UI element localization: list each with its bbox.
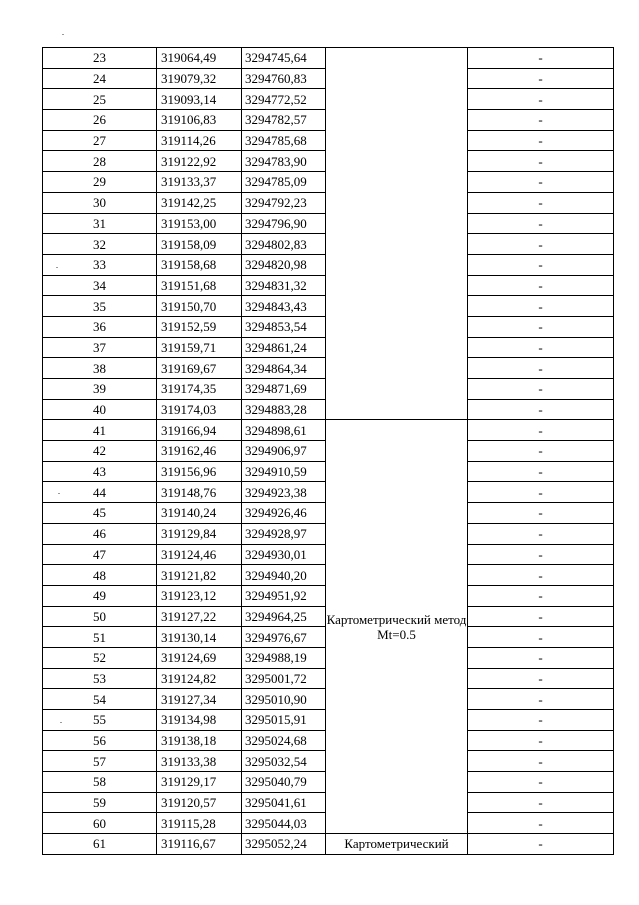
y-coordinate-cell: 3294926,46 — [242, 503, 326, 524]
y-coordinate-cell: 3294976,67 — [242, 627, 326, 648]
x-coordinate-cell: 319148,76 — [157, 482, 242, 503]
y-coordinate-cell: 3295052,24 — [242, 834, 326, 855]
point-number-cell: 32 — [43, 234, 157, 255]
point-number-cell: 41 — [43, 420, 157, 441]
point-number-cell: 45 — [43, 503, 157, 524]
point-number-cell: 48 — [43, 565, 157, 586]
x-coordinate-cell: 319114,26 — [157, 130, 242, 151]
point-number-cell: 33 — [43, 254, 157, 275]
point-number-cell: 46 — [43, 523, 157, 544]
accuracy-cell: - — [468, 358, 614, 379]
accuracy-cell: - — [468, 792, 614, 813]
accuracy-cell: - — [468, 565, 614, 586]
point-number-cell: 51 — [43, 627, 157, 648]
x-coordinate-cell: 319169,67 — [157, 358, 242, 379]
x-coordinate-cell: 319142,25 — [157, 192, 242, 213]
y-coordinate-cell: 3294951,92 — [242, 585, 326, 606]
y-coordinate-cell: 3294864,34 — [242, 358, 326, 379]
y-coordinate-cell: 3294930,01 — [242, 544, 326, 565]
x-coordinate-cell: 319174,03 — [157, 399, 242, 420]
accuracy-cell: - — [468, 275, 614, 296]
x-coordinate-cell: 319130,14 — [157, 627, 242, 648]
y-coordinate-cell: 3295041,61 — [242, 792, 326, 813]
accuracy-cell: - — [468, 151, 614, 172]
x-coordinate-cell: 319153,00 — [157, 213, 242, 234]
point-number-cell: 23 — [43, 48, 157, 69]
point-number-cell: 50 — [43, 606, 157, 627]
y-coordinate-cell: 3294831,32 — [242, 275, 326, 296]
accuracy-cell: - — [468, 172, 614, 193]
accuracy-cell: - — [468, 503, 614, 524]
point-number-cell: 59 — [43, 792, 157, 813]
y-coordinate-cell: 3294883,28 — [242, 399, 326, 420]
x-coordinate-cell: 319140,24 — [157, 503, 242, 524]
accuracy-cell: - — [468, 751, 614, 772]
point-number-cell: 38 — [43, 358, 157, 379]
y-coordinate-cell: 3294843,43 — [242, 296, 326, 317]
method-cell — [326, 48, 468, 420]
accuracy-cell: - — [468, 48, 614, 69]
accuracy-cell: - — [468, 130, 614, 151]
y-coordinate-cell: 3294923,38 — [242, 482, 326, 503]
point-number-cell: 60 — [43, 813, 157, 834]
x-coordinate-cell: 319133,37 — [157, 172, 242, 193]
x-coordinate-cell: 319122,92 — [157, 151, 242, 172]
y-coordinate-cell: 3294910,59 — [242, 461, 326, 482]
y-coordinate-cell: 3295015,91 — [242, 710, 326, 731]
point-number-cell: 61 — [43, 834, 157, 855]
accuracy-cell: - — [468, 192, 614, 213]
accuracy-cell: - — [468, 523, 614, 544]
x-coordinate-cell: 319093,14 — [157, 89, 242, 110]
point-number-cell: 30 — [43, 192, 157, 213]
x-coordinate-cell: 319158,09 — [157, 234, 242, 255]
accuracy-cell: - — [468, 461, 614, 482]
accuracy-cell: - — [468, 482, 614, 503]
x-coordinate-cell: 319064,49 — [157, 48, 242, 69]
x-coordinate-cell: 319166,94 — [157, 420, 242, 441]
y-coordinate-cell: 3295024,68 — [242, 730, 326, 751]
point-number-cell: 47 — [43, 544, 157, 565]
y-coordinate-cell: 3294760,83 — [242, 68, 326, 89]
accuracy-cell: - — [468, 420, 614, 441]
point-number-cell: 37 — [43, 337, 157, 358]
x-coordinate-cell: 319152,59 — [157, 316, 242, 337]
point-number-cell: 28 — [43, 151, 157, 172]
y-coordinate-cell: 3294988,19 — [242, 647, 326, 668]
point-number-cell: 36 — [43, 316, 157, 337]
point-number-cell: 35 — [43, 296, 157, 317]
accuracy-cell: - — [468, 627, 614, 648]
x-coordinate-cell: 319079,32 — [157, 68, 242, 89]
x-coordinate-cell: 319138,18 — [157, 730, 242, 751]
accuracy-cell: - — [468, 730, 614, 751]
x-coordinate-cell: 319127,22 — [157, 606, 242, 627]
x-coordinate-cell: 319150,70 — [157, 296, 242, 317]
point-number-cell: 29 — [43, 172, 157, 193]
table-row — [43, 420, 614, 441]
y-coordinate-cell: 3294783,90 — [242, 151, 326, 172]
accuracy-cell: - — [468, 254, 614, 275]
accuracy-cell: - — [468, 68, 614, 89]
table-row — [43, 834, 614, 855]
accuracy-cell: - — [468, 585, 614, 606]
point-number-cell: 56 — [43, 730, 157, 751]
accuracy-cell: - — [468, 379, 614, 400]
accuracy-cell: - — [468, 399, 614, 420]
accuracy-cell: - — [468, 89, 614, 110]
x-coordinate-cell: 319159,71 — [157, 337, 242, 358]
x-coordinate-cell: 319127,34 — [157, 689, 242, 710]
accuracy-cell: - — [468, 772, 614, 793]
y-coordinate-cell: 3295032,54 — [242, 751, 326, 772]
table-row — [43, 48, 614, 69]
x-coordinate-cell: 319106,83 — [157, 110, 242, 131]
point-number-cell: 54 — [43, 689, 157, 710]
y-coordinate-cell: 3294772,52 — [242, 89, 326, 110]
y-coordinate-cell: 3294785,09 — [242, 172, 326, 193]
point-number-cell: 26 — [43, 110, 157, 131]
accuracy-cell: - — [468, 647, 614, 668]
x-coordinate-cell: 319124,69 — [157, 647, 242, 668]
method-cell: Картометрический метод Mt=0.5 — [326, 420, 468, 834]
y-coordinate-cell: 3295010,90 — [242, 689, 326, 710]
x-coordinate-cell: 319124,82 — [157, 668, 242, 689]
accuracy-cell: - — [468, 441, 614, 462]
x-coordinate-cell: 319124,46 — [157, 544, 242, 565]
accuracy-cell: - — [468, 689, 614, 710]
accuracy-cell: - — [468, 834, 614, 855]
y-coordinate-cell: 3294792,23 — [242, 192, 326, 213]
x-coordinate-cell: 319134,98 — [157, 710, 242, 731]
point-number-cell: 39 — [43, 379, 157, 400]
accuracy-cell: - — [468, 110, 614, 131]
point-number-cell: 43 — [43, 461, 157, 482]
point-number-cell: 58 — [43, 772, 157, 793]
point-number-cell: 24 — [43, 68, 157, 89]
x-coordinate-cell: 319151,68 — [157, 275, 242, 296]
y-coordinate-cell: 3294853,54 — [242, 316, 326, 337]
y-coordinate-cell: 3294802,83 — [242, 234, 326, 255]
method-cell: Картометрический — [326, 834, 468, 855]
accuracy-cell: - — [468, 606, 614, 627]
y-coordinate-cell: 3295040,79 — [242, 772, 326, 793]
coordinates-table — [42, 47, 614, 855]
x-coordinate-cell: 319133,38 — [157, 751, 242, 772]
y-coordinate-cell: 3294796,90 — [242, 213, 326, 234]
x-coordinate-cell: 319115,28 — [157, 813, 242, 834]
y-coordinate-cell: 3294940,20 — [242, 565, 326, 586]
point-number-cell: 49 — [43, 585, 157, 606]
y-coordinate-cell: 3295001,72 — [242, 668, 326, 689]
point-number-cell: 52 — [43, 647, 157, 668]
x-coordinate-cell: 319120,57 — [157, 792, 242, 813]
point-number-cell: 25 — [43, 89, 157, 110]
x-coordinate-cell: 319116,67 — [157, 834, 242, 855]
accuracy-cell: - — [468, 234, 614, 255]
y-coordinate-cell: 3295044,03 — [242, 813, 326, 834]
y-coordinate-cell: 3294871,69 — [242, 379, 326, 400]
x-coordinate-cell: 319156,96 — [157, 461, 242, 482]
x-coordinate-cell: 319121,82 — [157, 565, 242, 586]
accuracy-cell: - — [468, 316, 614, 337]
point-number-cell: 44 — [43, 482, 157, 503]
x-coordinate-cell: 319162,46 — [157, 441, 242, 462]
scan-speck — [62, 34, 64, 35]
y-coordinate-cell: 3294906,97 — [242, 441, 326, 462]
accuracy-cell: - — [468, 213, 614, 234]
point-number-cell: 57 — [43, 751, 157, 772]
y-coordinate-cell: 3294898,61 — [242, 420, 326, 441]
point-number-cell: 53 — [43, 668, 157, 689]
accuracy-cell: - — [468, 710, 614, 731]
y-coordinate-cell: 3294785,68 — [242, 130, 326, 151]
point-number-cell: 40 — [43, 399, 157, 420]
x-coordinate-cell: 319123,12 — [157, 585, 242, 606]
accuracy-cell: - — [468, 296, 614, 317]
y-coordinate-cell: 3294964,25 — [242, 606, 326, 627]
x-coordinate-cell: 319129,84 — [157, 523, 242, 544]
x-coordinate-cell: 319158,68 — [157, 254, 242, 275]
x-coordinate-cell: 319129,17 — [157, 772, 242, 793]
point-number-cell: 42 — [43, 441, 157, 462]
accuracy-cell: - — [468, 668, 614, 689]
y-coordinate-cell: 3294928,97 — [242, 523, 326, 544]
accuracy-cell: - — [468, 337, 614, 358]
accuracy-cell: - — [468, 813, 614, 834]
x-coordinate-cell: 319174,35 — [157, 379, 242, 400]
y-coordinate-cell: 3294745,64 — [242, 48, 326, 69]
y-coordinate-cell: 3294782,57 — [242, 110, 326, 131]
point-number-cell: 31 — [43, 213, 157, 234]
y-coordinate-cell: 3294861,24 — [242, 337, 326, 358]
point-number-cell: 34 — [43, 275, 157, 296]
point-number-cell: 27 — [43, 130, 157, 151]
accuracy-cell: - — [468, 544, 614, 565]
point-number-cell: 55 — [43, 710, 157, 731]
y-coordinate-cell: 3294820,98 — [242, 254, 326, 275]
